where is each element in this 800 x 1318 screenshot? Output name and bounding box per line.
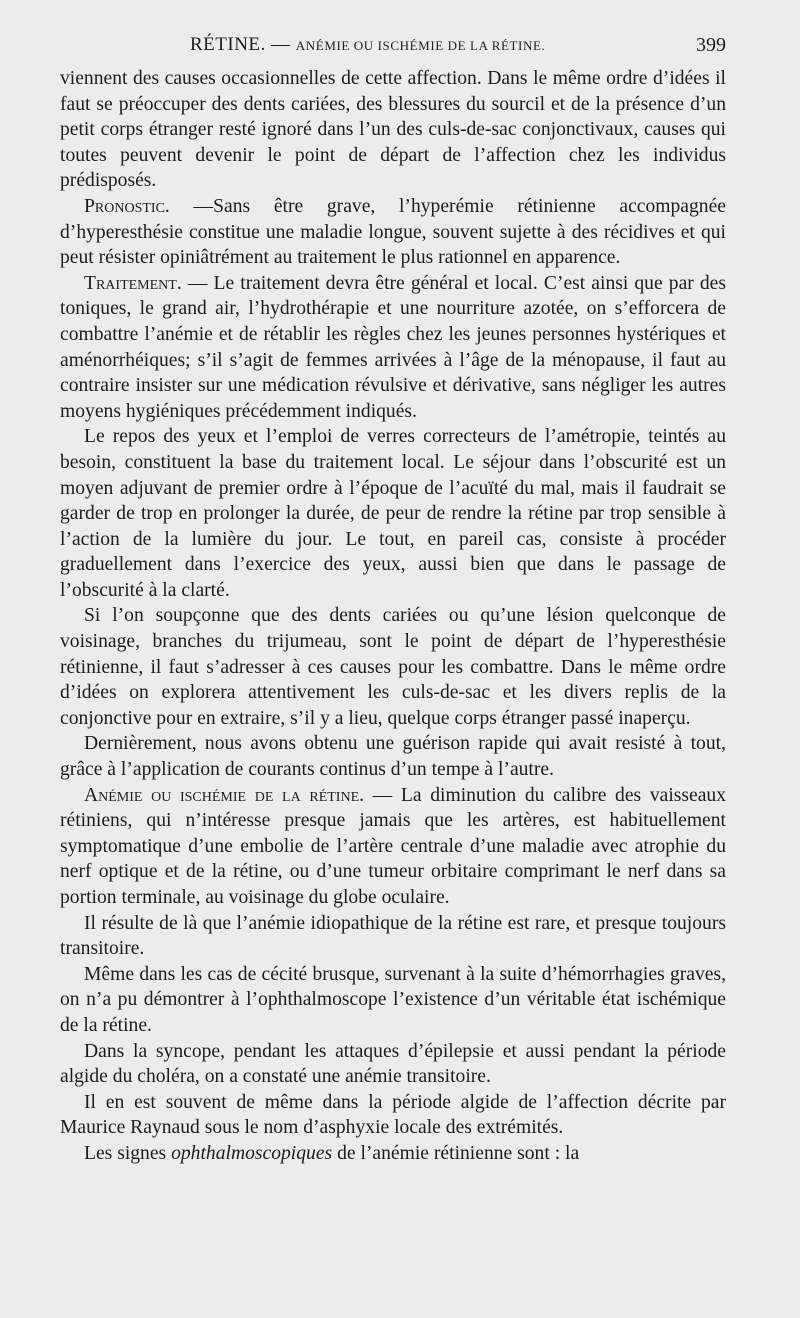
section-lead: Traitement. [84, 272, 182, 294]
paragraph: Le repos des yeux et l’emploi de verres correcteurs de l’amétropie, teintés au besoin, constituent la base du traitement local. Le séjour dans l’obscurité est un moyen adjuvant de premier ordre à l’époque de l’acuïté du mal, mais il faudrait se garder de trop en prolonger la durée, de peur de rendre la rétine par trop sensible à l’action de la lumière du jour. Le tout, en pareil cas, consiste à procéder graduellement dans l’exercice des yeux, aussi bien que dans le passage de l’obscurité à la clarté. [60, 426, 726, 601]
paragraph: Même dans les cas de cécité brusque, survenant à la suite d’hémorrhagies graves, on n’a pu démontrer à l’ophthalmoscope l’existence d’un véritable état ischémique de la rétine. [60, 963, 726, 1036]
italic-term: ophthalmoscopiques [171, 1142, 333, 1164]
page-body [60, 66, 726, 1167]
running-title [190, 34, 545, 56]
paragraph: Les signes ophthalmoscopiques de l’anémie rétinienne sont : la [84, 1142, 580, 1164]
paragraph: Il résulte de là que l’anémie idiopathique de la rétine est rare, et presque toujours transitoire. [60, 912, 726, 960]
running-header [60, 32, 726, 60]
paragraph-pronostic: Pronostic. —Sans être grave, l’hyperémie rétinienne accompagnée d’hyperesthésie constitue une maladie longue, souvent sujette à des récidives et qui peut résister opiniâtrément au traitement le plus rationnel en apparence. [60, 195, 726, 269]
paragraph-anemie: Anémie ou ischémie de la rétine. — La diminution du calibre des vaisseaux rétiniens, qui n’intéresse presque jamais que les artères, est habituellement symptomatique d’une embolie de l’artère centrale d’une maladie avec atrophie du nerf optique et de la rétine, ou d’une tumeur orbitaire comprimant le nerf dans sa portion terminale, au voisinage du globe oculaire. [60, 784, 726, 908]
page-number: 399 [696, 34, 726, 56]
section-lead: Anémie ou ischémie de la rétine. [84, 784, 365, 806]
running-title-main: RÉTINE. [190, 34, 266, 55]
running-title-sub: ANÉMIE OU ISCHÉMIE DE LA RÉTINE. [295, 38, 546, 53]
section-lead: Pronostic. [84, 195, 170, 217]
paragraph-traitement: Traitement. — Le traitement devra être général et local. C’est ainsi que par des toniques, le grand air, l’hydrothérapie et une nourriture azotée, on s’efforcera de combattre l’anémie et de rétablir les règles chez les jeunes personnes hystériques et aménorrhéiques; s’il s’agit de femmes arrivées à l’âge de la ménopause, il faut au contraire insister sur une médication révulsive et dérivative, sans négliger les autres moyens hygiéniques précédemment indiqués. [60, 272, 726, 422]
paragraph: Il en est souvent de même dans la période algide de l’affection décrite par Maurice Raynaud sous le nom d’asphyxie locale des extrémités. [60, 1091, 726, 1139]
paragraph: Si l’on soupçonne que des dents cariées ou qu’une lésion quelconque de voisinage, branches du trijumeau, sont le point de départ de l’hyperesthésie rétinienne, il faut s’adresser à ces causes pour les combattre. Dans le même ordre d’idées on explorera attentivement les culs-de-sac et les divers replis de la conjonctive pour en extraire, s’il y a lieu, quelque corps étranger passé inaperçu. [60, 605, 726, 729]
paragraph: Dernièrement, nous avons obtenu une guérison rapide qui avait resisté à tout, grâce à l’application de courants continus d’un tempe à l’autre. [60, 733, 726, 781]
paragraph: viennent des causes occasionnelles de cette affection. Dans le même ordre d’idées il faut se préoccuper des dents cariées, des blessures du sourcil et de la présence d’un petit corps étranger resté ignoré dans l’un des culs-de-sac conjonctivaux, causes qui toutes peuvent devenir le point de départ de l’affection chez les individus prédisposés. [60, 68, 726, 192]
paragraph: Dans la syncope, pendant les attaques d’épilepsie et aussi pendant la période algide du choléra, on a constaté une anémie transitoire. [60, 1040, 726, 1088]
running-title-dash: — [265, 34, 296, 55]
